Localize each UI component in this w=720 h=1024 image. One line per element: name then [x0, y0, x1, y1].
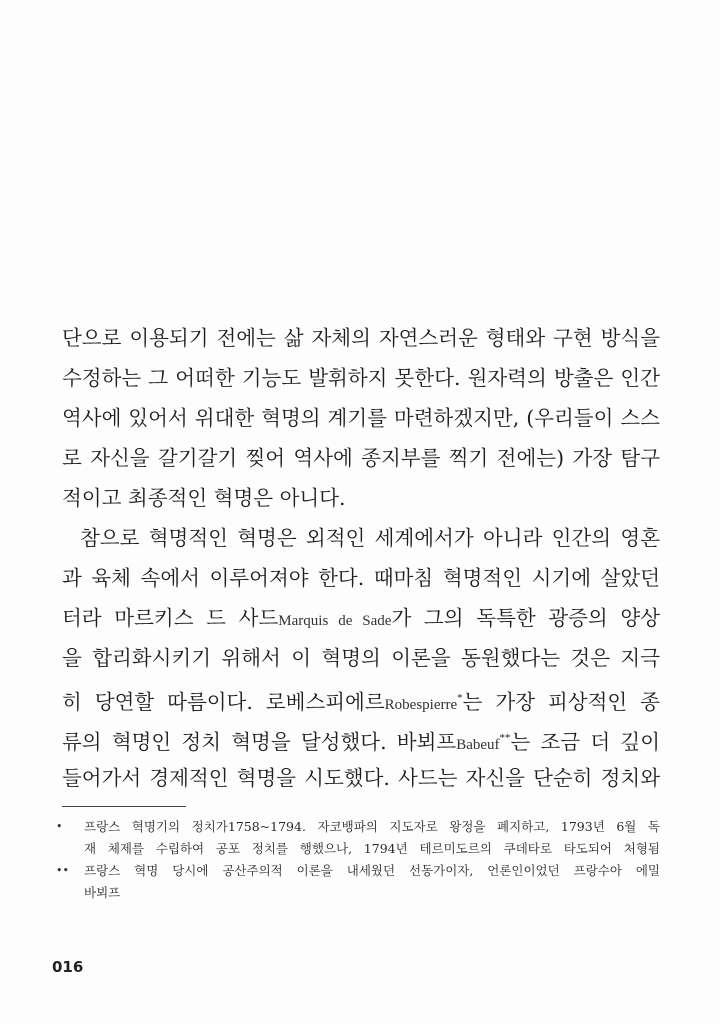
footnote-ref: ** [499, 732, 511, 744]
text: 는 가장 피상적인 종 [462, 690, 660, 714]
latin-name: Babeuf [456, 737, 500, 753]
footnote-divider [62, 806, 186, 807]
footnote-mark: • [56, 820, 63, 833]
footnote-line: 바뵈프 [84, 885, 121, 900]
text: 가 그의 독특한 광증의 양상 [391, 606, 661, 630]
body-line: 수정하는 그 어떠한 기능도 발휘하지 못한다. 원자력의 방출은 인간 [62, 366, 660, 390]
body-line [62, 604, 660, 635]
body-line: 들어가서 경제적인 혁명을 시도했다. 사드는 자신을 단순히 정치와 [62, 766, 660, 790]
text: 터라 마르키스 드 사드 [62, 606, 279, 630]
footnote-mark: •• [56, 864, 69, 877]
body-line: 적이고 최종적인 혁명은 아니다. [62, 486, 346, 510]
text: 는 조금 더 깊이 [510, 730, 660, 754]
text: 히 당연할 따름이다. 로베스피에르 [62, 690, 385, 714]
page-number: 016 [52, 958, 84, 976]
body-line: 과 육체 속에서 이루어져야 한다. 때마침 혁명적인 시기에 살았던 [62, 566, 660, 590]
footnote-ref: * [457, 692, 463, 704]
body-line [62, 724, 660, 759]
body-line: 을 합리화시키기 위해서 이 혁명의 이론을 동원했다는 것은 지극 [62, 646, 660, 670]
body-line [62, 684, 660, 719]
text: 류의 혁명인 정치 혁명을 달성했다. 바뵈프 [62, 730, 457, 754]
footnote-line: 프랑스 혁명기의 정치가1758~1794. 자코뱅파의 지도자로 왕정을 폐지하고, 1793년 6월 독 [84, 819, 660, 834]
latin-name: Robespierre [384, 697, 458, 713]
body-line: 참으로 혁명적인 혁명은 외적인 세계에서가 아니라 인간의 영혼 [80, 526, 660, 550]
body-line: 로 자신을 갈기갈기 찢어 역사에 종지부를 찍기 전에는) 가장 탐구 [62, 446, 660, 470]
footnote-line: 프랑스 혁명 당시에 공산주의적 이론을 내세웠던 선동가이자, 언론인이었던 프랑수아 에밀 [84, 863, 660, 878]
body-line: 단으로 이용되기 전에는 삶 자체의 자연스러운 형태와 구현 방식을 [62, 326, 660, 350]
body-line: 역사에 있어서 위대한 혁명의 계기를 마련하겠지만, (우리들이 스스 [62, 406, 660, 430]
footnote-line: 재 체제를 수립하여 공포 정치를 행했으나, 1794년 테르미도르의 쿠데타로 타도되어 처형됨 [84, 841, 660, 856]
latin-name: Marquis de Sade [278, 613, 392, 629]
